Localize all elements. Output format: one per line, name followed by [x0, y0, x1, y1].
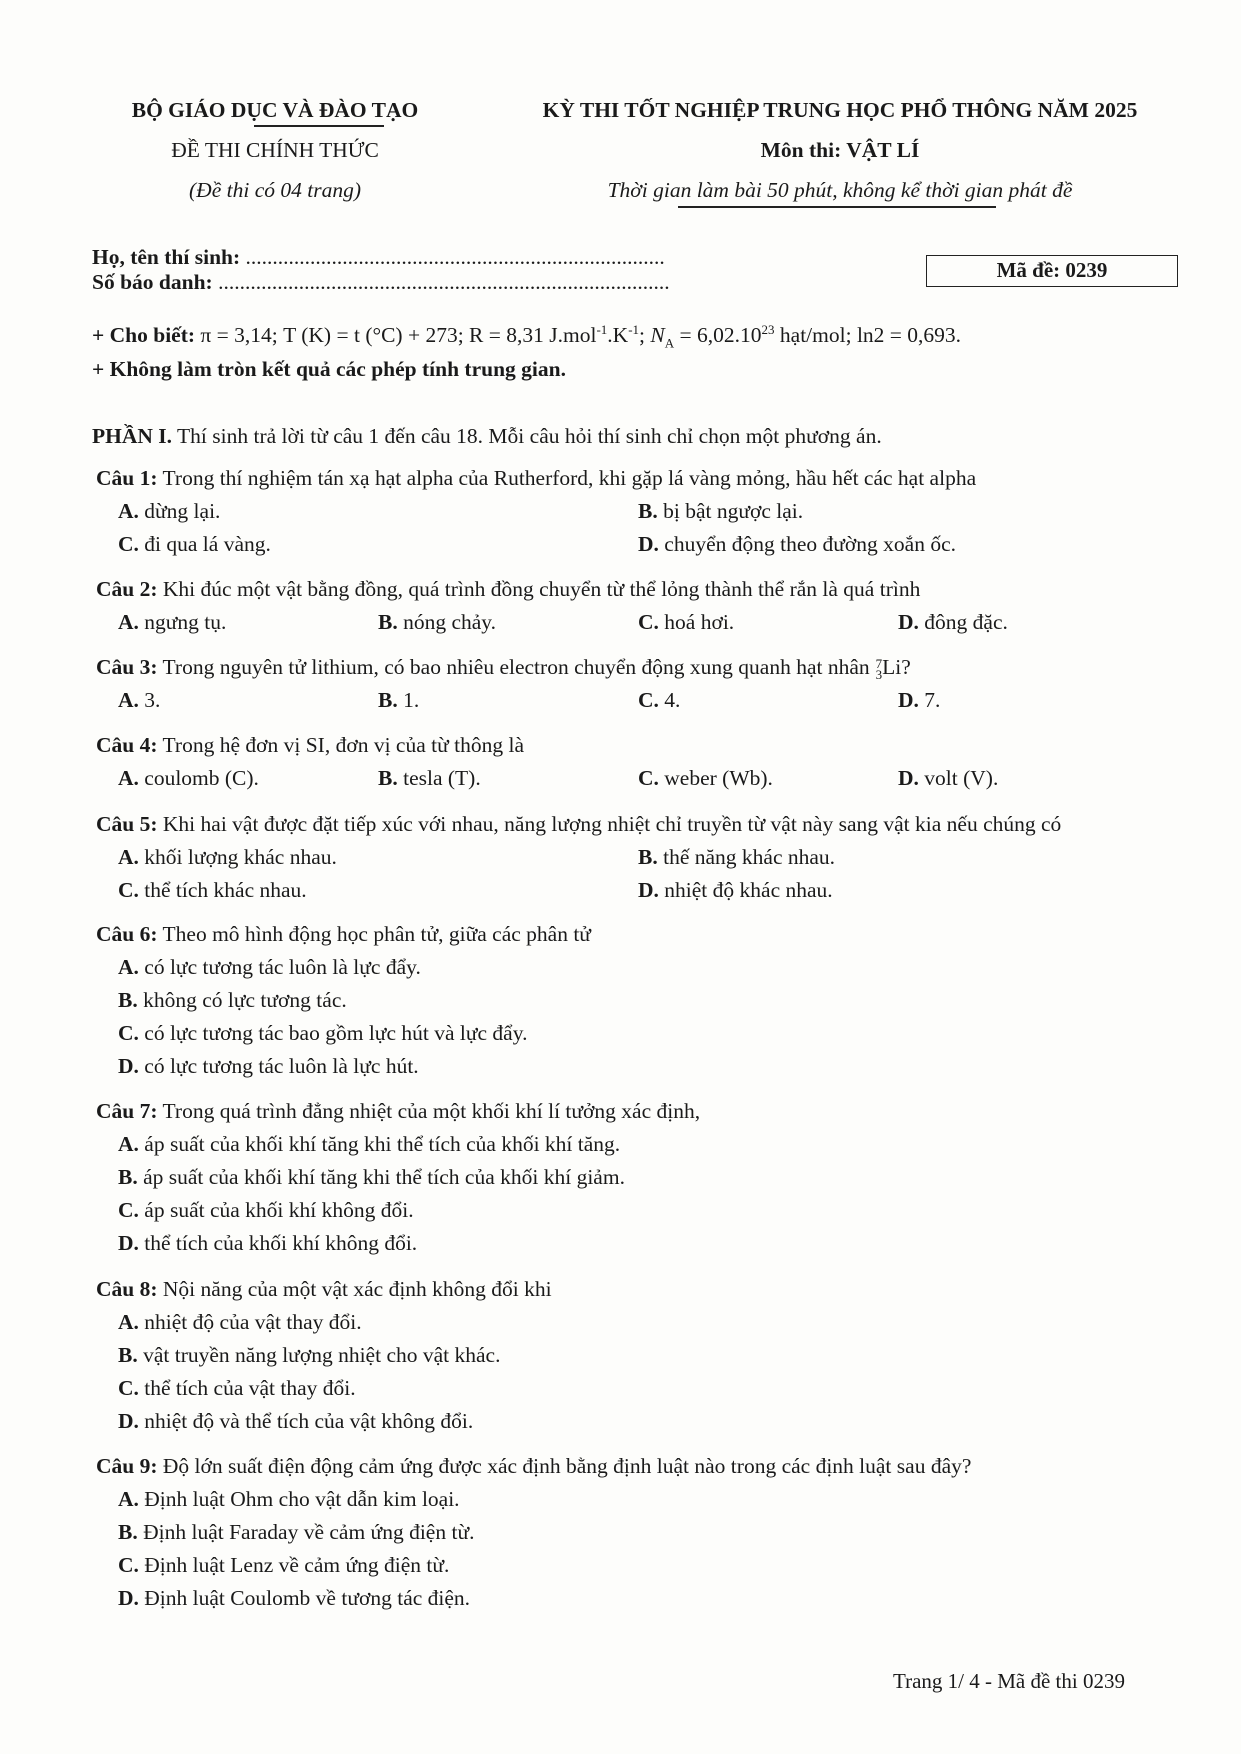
answer-option: [378, 688, 419, 713]
given-R-mid: .K: [607, 323, 629, 348]
answer-option: [638, 845, 835, 870]
option-letter: C.: [118, 1553, 139, 1577]
candidate-id-dots: ....................................................................................: [218, 270, 670, 294]
answer-option: [118, 1021, 527, 1046]
given-constants: [92, 322, 961, 351]
part1-heading: [92, 424, 882, 449]
answer-option: [118, 1231, 417, 1256]
given-R-end: ;: [639, 323, 646, 348]
option-text: dừng lại.: [144, 499, 221, 523]
question-stem: [96, 733, 524, 758]
answer-option: [118, 1487, 460, 1512]
option-letter: B.: [638, 845, 658, 869]
option-text: áp suất của khối khí tăng khi thể tích của khối khí giảm.: [143, 1165, 625, 1189]
question-stem: [96, 1099, 700, 1124]
option-text: Định luật Coulomb về tương tác điện.: [144, 1586, 471, 1610]
option-letter: D.: [118, 1231, 139, 1255]
answer-option: [638, 688, 680, 713]
given-NA-sub: A: [664, 335, 675, 351]
given-pi: π = 3,14;: [200, 323, 278, 348]
question-label: Câu 6:: [96, 922, 158, 946]
option-text: bị bật ngược lại.: [663, 499, 804, 523]
option-text: ngưng tụ.: [144, 610, 227, 634]
question-text: Khi đúc một vật bằng đồng, quá trình đồng chuyển từ thể lỏng thành thể rắn là quá trình: [162, 577, 921, 601]
question-stem: [96, 466, 976, 491]
given-R-exp2: -1: [628, 322, 640, 337]
question-label: Câu 7:: [96, 1099, 158, 1123]
option-text: weber (Wb).: [664, 766, 773, 790]
question-text: Khi hai vật được đặt tiếp xúc với nhau, năng lượng nhiệt chỉ truyền từ vật này sang vật kia nếu chúng có: [162, 812, 1062, 836]
option-text: hoá hơi.: [664, 610, 735, 634]
option-letter: D.: [898, 688, 919, 712]
exam-title: KỲ THI TỐT NGHIỆP TRUNG HỌC PHỔ THÔNG NĂM 2025: [542, 98, 1138, 122]
nuclide-element: Li?: [882, 655, 911, 679]
question-stem: [96, 812, 1061, 837]
answer-option: [898, 688, 940, 713]
question-label: Câu 1:: [96, 466, 158, 490]
answer-option: [898, 766, 998, 791]
option-letter: A.: [118, 955, 139, 979]
option-letter: B.: [638, 499, 658, 523]
question-label: Câu 4:: [96, 733, 158, 757]
question-stem: [96, 1454, 971, 1479]
candidate-name-dots: ..............................................................................: [245, 245, 665, 269]
exam-code-label: Mã đề:: [996, 258, 1061, 282]
option-letter: A.: [118, 610, 139, 634]
question-text: Trong nguyên tử lithium, có bao nhiêu electron chuyển động xung quanh hạt nhân: [162, 655, 870, 679]
option-text: nhiệt độ khác nhau.: [664, 878, 833, 902]
time-underline: [678, 206, 996, 208]
option-text: có lực tương tác luôn là lực hút.: [144, 1054, 419, 1078]
answer-option: [118, 1343, 500, 1368]
answer-option: [378, 766, 481, 791]
option-text: có lực tương tác bao gồm lực hút và lực đẩy.: [144, 1021, 528, 1045]
candidate-id-label: Số báo danh:: [92, 270, 213, 294]
option-letter: A.: [118, 499, 139, 523]
candidate-id-row: [92, 270, 670, 295]
answer-option: [118, 1520, 474, 1545]
candidate-name-label: Họ, tên thí sinh:: [92, 245, 241, 269]
option-text: Định luật Ohm cho vật dẫn kim loại.: [144, 1487, 460, 1511]
exam-code-value: 0239: [1065, 258, 1108, 282]
option-text: nóng chảy.: [403, 610, 497, 634]
option-letter: A.: [118, 766, 139, 790]
official-label: ĐỀ THI CHÍNH THỨC: [171, 138, 379, 162]
question-label: Câu 5:: [96, 812, 158, 836]
option-text: Định luật Faraday về cảm ứng điện từ.: [143, 1520, 475, 1544]
part1-label: PHẦN I.: [92, 424, 173, 448]
answer-option: [118, 1132, 620, 1157]
option-letter: A.: [118, 1487, 139, 1511]
question-label: Câu 3:: [96, 655, 158, 679]
answer-option: [118, 532, 271, 557]
answer-option: [118, 845, 337, 870]
option-letter: D.: [638, 878, 659, 902]
option-text: thể tích của khối khí không đổi.: [144, 1231, 418, 1255]
subject-title: Môn thi: VẬT LÍ: [760, 138, 920, 162]
question-text: Nội năng của một vật xác định không đổi khi: [162, 1277, 552, 1301]
answer-option: [118, 610, 226, 635]
question-text: Trong thí nghiệm tán xạ hạt alpha của Rutherford, khi gặp lá vàng mỏng, hầu hết các hạt alpha: [162, 466, 977, 490]
answer-option: [118, 499, 220, 524]
answer-option: [118, 878, 307, 903]
option-letter: C.: [638, 610, 659, 634]
answer-option: [638, 766, 773, 791]
question-stem: [96, 1277, 552, 1302]
option-text: đi qua lá vàng.: [144, 532, 271, 556]
option-text: vật truyền năng lượng nhiệt cho vật khác.: [143, 1343, 501, 1367]
option-letter: B.: [378, 766, 398, 790]
option-letter: D.: [118, 1409, 139, 1433]
option-text: tesla (T).: [403, 766, 481, 790]
exam-code-box: [926, 255, 1178, 287]
option-text: Định luật Lenz về cảm ứng điện từ.: [144, 1553, 450, 1577]
candidate-name-row: [92, 245, 665, 270]
option-letter: A.: [118, 688, 139, 712]
option-text: thế năng khác nhau.: [663, 845, 836, 869]
question-label: Câu 8:: [96, 1277, 158, 1301]
answer-option: [118, 1054, 419, 1079]
question-text: Theo mô hình động học phân tử, giữa các phân tử: [162, 922, 591, 946]
option-text: chuyển động theo đường xoắn ốc.: [664, 532, 956, 556]
option-letter: D.: [118, 1586, 139, 1610]
nuclide-number: 3: [875, 667, 883, 683]
option-text: khối lượng khác nhau.: [144, 845, 337, 869]
answer-option: [638, 878, 833, 903]
option-text: không có lực tương tác.: [143, 988, 347, 1012]
option-text: 4.: [664, 688, 681, 712]
given-NA-exp: 23: [761, 322, 775, 337]
ministry-underline: [254, 125, 384, 127]
given-R-exp1: -1: [596, 322, 608, 337]
answer-option: [118, 766, 259, 791]
option-letter: D.: [898, 610, 919, 634]
question-text: Trong hệ đơn vị SI, đơn vị của từ thông là: [162, 733, 524, 757]
answer-option: [118, 1376, 356, 1401]
option-letter: C.: [118, 532, 139, 556]
option-letter: B.: [378, 688, 398, 712]
option-letter: B.: [118, 1343, 138, 1367]
option-letter: C.: [118, 878, 139, 902]
option-letter: C.: [638, 766, 659, 790]
option-text: thể tích khác nhau.: [144, 878, 307, 902]
option-letter: A.: [118, 845, 139, 869]
question-label: Câu 9:: [96, 1454, 158, 1478]
rounding-note: + Không làm tròn kết quả các phép tính trung gian.: [92, 357, 566, 381]
answer-option: [118, 1409, 473, 1434]
option-text: volt (V).: [924, 766, 999, 790]
ministry-name: BỘ GIÁO DỤC VÀ ĐÀO TẠO: [131, 98, 419, 122]
answer-option: [118, 955, 421, 980]
answer-option: [118, 1553, 449, 1578]
given-prefix: + Cho biết:: [92, 323, 196, 348]
option-letter: D.: [638, 532, 659, 556]
option-letter: C.: [118, 1021, 139, 1045]
option-letter: B.: [378, 610, 398, 634]
question-stem: [96, 577, 920, 602]
given-NA-val: = 6,02.10: [679, 323, 762, 348]
option-text: 7.: [924, 688, 941, 712]
option-letter: B.: [118, 1520, 138, 1544]
given-temp: T (K) = t (°C) + 273;: [283, 323, 464, 348]
nuclide-symbol: [875, 655, 911, 683]
answer-option: [118, 1586, 470, 1611]
question-stem: [96, 655, 911, 683]
option-text: nhiệt độ của vật thay đổi.: [144, 1310, 362, 1334]
time-note: Thời gian làm bài 50 phút, không kể thời gian phát đề: [607, 178, 1073, 202]
question-text: Độ lớn suất điện động cảm ứng được xác định bằng định luật nào trong các định luật sau đây?: [162, 1454, 972, 1478]
answer-option: [638, 532, 956, 557]
answer-option: [898, 610, 1008, 635]
option-letter: A.: [118, 1310, 139, 1334]
option-letter: C.: [118, 1376, 139, 1400]
page-footer: Trang 1/ 4 - Mã đề thi 0239: [893, 1669, 1125, 1693]
option-letter: D.: [118, 1054, 139, 1078]
option-letter: C.: [118, 1198, 139, 1222]
answer-option: [638, 610, 734, 635]
option-text: áp suất của khối khí tăng khi thể tích của khối khí tăng.: [144, 1132, 621, 1156]
option-letter: A.: [118, 1132, 139, 1156]
option-text: có lực tương tác luôn là lực đẩy.: [144, 955, 421, 979]
nuclide-mass: 7: [875, 656, 883, 672]
pages-note: (Đề thi có 04 trang): [189, 178, 361, 202]
given-NA-unit: hạt/mol; ln2 = 0,693.: [779, 323, 962, 348]
option-text: áp suất của khối khí không đổi.: [144, 1198, 414, 1222]
answer-option: [118, 1310, 362, 1335]
answer-option: [118, 688, 160, 713]
answer-option: [638, 499, 803, 524]
answer-option: [378, 610, 496, 635]
option-text: đông đặc.: [924, 610, 1008, 634]
option-letter: B.: [118, 988, 138, 1012]
option-text: coulomb (C).: [144, 766, 259, 790]
given-R: R = 8,31 J.mol: [469, 323, 597, 348]
part1-text: Thí sinh trả lời từ câu 1 đến câu 18. Mỗi câu hỏi thí sinh chỉ chọn một phương án.: [177, 424, 882, 448]
question-text: Trong quá trình đẳng nhiệt của một khối khí lí tưởng xác định,: [162, 1099, 701, 1123]
given-NA: N: [650, 323, 665, 348]
question-stem: [96, 922, 591, 947]
option-text: nhiệt độ và thể tích của vật không đổi.: [144, 1409, 474, 1433]
answer-option: [118, 1165, 625, 1190]
answer-option: [118, 1198, 414, 1223]
option-text: 3.: [144, 688, 161, 712]
option-letter: D.: [898, 766, 919, 790]
option-text: thể tích của vật thay đổi.: [144, 1376, 356, 1400]
question-label: Câu 2:: [96, 577, 158, 601]
answer-option: [118, 988, 347, 1013]
option-letter: C.: [638, 688, 659, 712]
option-text: 1.: [403, 688, 420, 712]
option-letter: B.: [118, 1165, 138, 1189]
